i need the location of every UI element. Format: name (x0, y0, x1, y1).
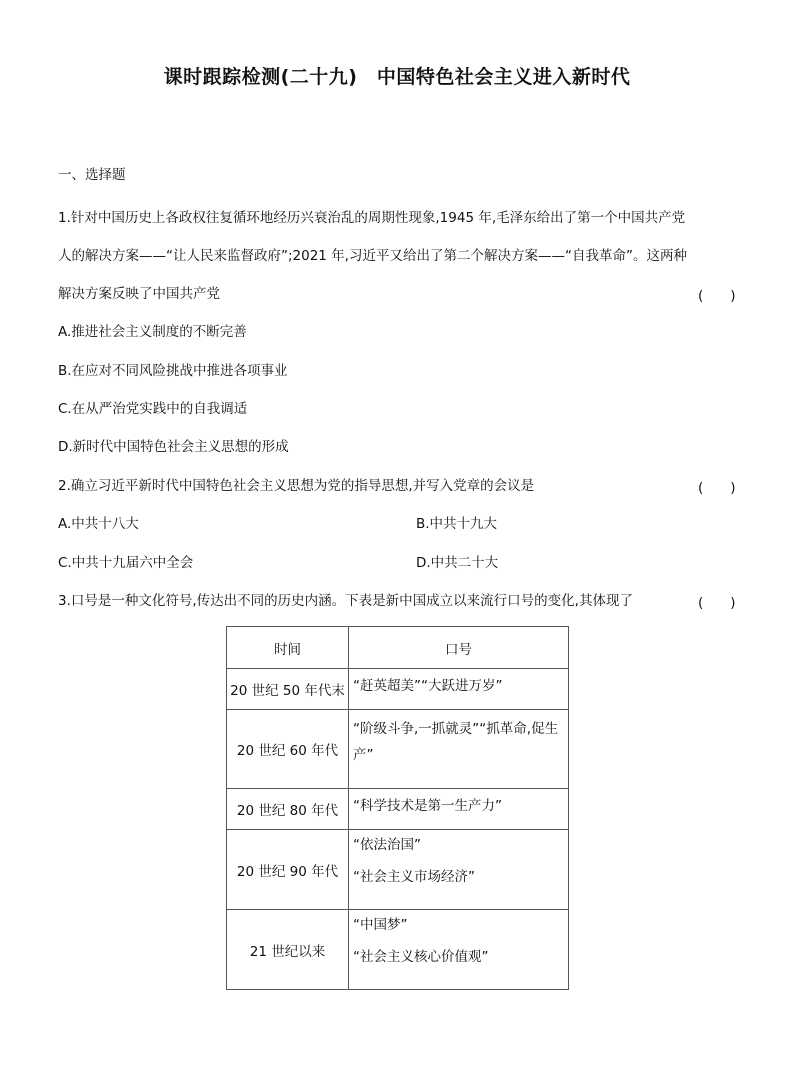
row-slogan (349, 789, 569, 830)
section-heading: 一、选择题 (58, 167, 126, 183)
q3-stem: 3.口号是一种文化符号,传达出不同的历史内涵。下表是新中国成立以来流行口号的变化,其体现了 (58, 593, 633, 609)
table-row (227, 910, 569, 990)
q2-option-c: C.中共十九届六中全会 (58, 555, 194, 571)
slogan-text: “中国梦” (353, 917, 408, 933)
slogan-text: “社会主义市场经济” (353, 869, 475, 885)
q2-answer-paren: ( ) (698, 480, 736, 496)
table-row (227, 830, 569, 910)
slogan-text: “赶英超美”“大跃进万岁” (353, 678, 503, 694)
row-slogan (349, 710, 569, 789)
table-header-row (227, 627, 569, 669)
q1-option-c: C.在从严治党实践中的自我调适 (58, 401, 248, 417)
row-slogan (349, 669, 569, 710)
q1-stem-line-2: 人的解决方案——“让人民来监督政府”;2021 年,习近平又给出了第二个解决方案——“自我革命”。这两种 (58, 248, 687, 264)
q2-option-b: B.中共十九大 (416, 516, 498, 532)
row-time: 20 世纪 50 年代末 (227, 669, 349, 710)
row-time: 21 世纪以来 (227, 910, 349, 990)
header-slogan: 口号 (349, 627, 569, 669)
q1-option-a: A.推进社会主义制度的不断完善 (58, 324, 247, 340)
table-row (227, 789, 569, 830)
slogan-text: “阶级斗争,一抓就灵”“抓革命,促生 (353, 721, 559, 737)
q1-stem-line-1: 1.针对中国历史上各政权往复循环地经历兴衰治乱的周期性现象,1945 年,毛泽东给出了第一个中国共产党 (58, 210, 686, 226)
row-time: 20 世纪 80 年代 (227, 789, 349, 830)
row-slogan (349, 830, 569, 910)
q1-option-b: B.在应对不同风险挑战中推进各项事业 (58, 363, 288, 379)
q2-stem: 2.确立习近平新时代中国特色社会主义思想为党的指导思想,并写入党章的会议是 (58, 478, 535, 494)
header-time: 时间 (227, 627, 349, 669)
slogan-text: 产” (353, 747, 374, 763)
row-time: 20 世纪 60 年代 (227, 710, 349, 789)
page-title: 课时跟踪检测(二十九) 中国特色社会主义进入新时代 (163, 66, 631, 88)
slogan-text: “社会主义核心价值观” (353, 949, 489, 965)
q2-option-d: D.中共二十大 (416, 555, 499, 571)
q1-option-d: D.新时代中国特色社会主义思想的形成 (58, 439, 289, 455)
q3-answer-paren: ( ) (698, 595, 736, 611)
table-row (227, 710, 569, 789)
q1-stem-line-3: 解决方案反映了中国共产党 (58, 286, 220, 302)
slogan-text: “科学技术是第一生产力” (353, 798, 502, 814)
row-slogan (349, 910, 569, 990)
q1-answer-paren: ( ) (698, 288, 736, 304)
q2-option-a: A.中共十八大 (58, 516, 139, 532)
row-time: 20 世纪 90 年代 (227, 830, 349, 910)
table-row (227, 669, 569, 710)
slogan-table (226, 626, 569, 990)
slogan-text: “依法治国” (353, 837, 421, 853)
